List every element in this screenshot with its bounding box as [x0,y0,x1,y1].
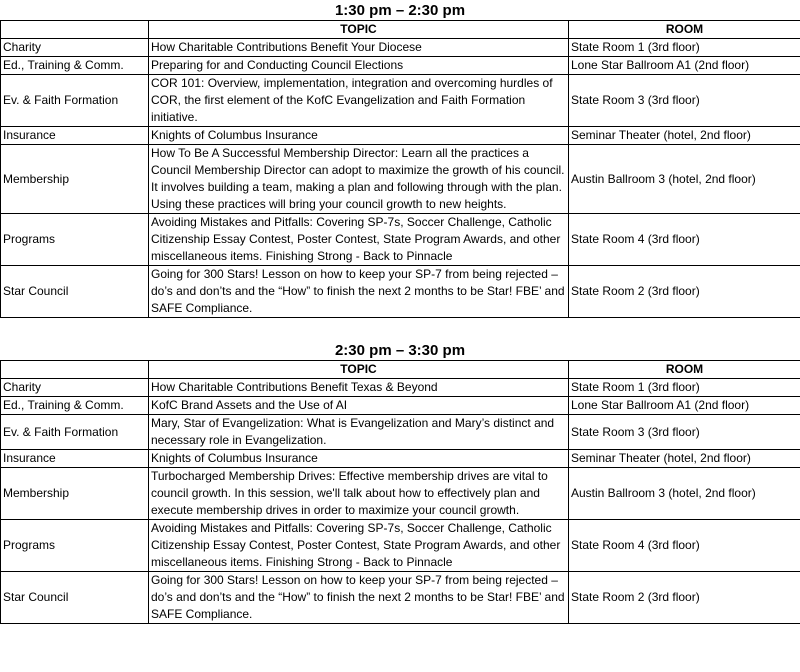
table-header-row [1,361,800,379]
table-row [1,57,800,75]
table-row [1,397,800,415]
track-cell: Membership [1,145,149,214]
room-cell: Lone Star Ballroom A1 (2nd floor) [569,57,800,75]
room-column-header: ROOM [569,361,800,379]
topic-cell: Avoiding Mistakes and Pitfalls: Covering SP-7s, Soccer Challenge, Catholic Citizenship Essay Contest, Poster Contest, State Program Awards, and other miscellaneous items. Finishing Strong - Back to Pinnacle [149,520,569,572]
track-cell: Programs [1,520,149,572]
table-row [1,39,800,57]
track-cell: Membership [1,468,149,520]
room-cell: Seminar Theater (hotel, 2nd floor) [569,450,800,468]
topic-cell: How To Be A Successful Membership Director: Learn all the practices a Council Membership Director can adopt to maximize the growth of his council. It involves building a team, making a plan and following through with the plan. Using these practices will bring your council growth to new heights. [149,145,569,214]
track-cell: Star Council [1,572,149,624]
track-cell: Insurance [1,127,149,145]
room-cell: Seminar Theater (hotel, 2nd floor) [569,127,800,145]
room-cell: State Room 1 (3rd floor) [569,379,800,397]
table-row [1,450,800,468]
table-header-row [1,21,800,39]
room-cell: State Room 4 (3rd floor) [569,214,800,266]
table-row [1,127,800,145]
session-block-1 [0,0,800,318]
track-cell: Ed., Training & Comm. [1,57,149,75]
topic-cell: Avoiding Mistakes and Pitfalls: Covering SP-7s, Soccer Challenge, Catholic Citizenship Essay Contest, Poster Contest, State Program Awards, and other miscellaneous items. Finishing Strong - Back to Pinnacle [149,214,569,266]
topic-cell: Turbocharged Membership Drives: Effective membership drives are vital to council growth. In this session, we'll talk about how to effectively plan and execute membership drives in order to maximize your council growth. [149,468,569,520]
track-cell: Programs [1,214,149,266]
table-row [1,145,800,214]
room-cell: Austin Ballroom 3 (hotel, 2nd floor) [569,468,800,520]
room-cell: State Room 1 (3rd floor) [569,39,800,57]
track-cell: Ev. & Faith Formation [1,415,149,450]
session-block-2 [0,340,800,624]
track-cell: Ed., Training & Comm. [1,397,149,415]
topic-cell: How Charitable Contributions Benefit Texas & Beyond [149,379,569,397]
room-cell: Austin Ballroom 3 (hotel, 2nd floor) [569,145,800,214]
topic-cell: Mary, Star of Evangelization: What is Evangelization and Mary’s distinct and necessary role in Evangelization. [149,415,569,450]
table-row [1,520,800,572]
table-row [1,379,800,397]
topic-cell: How Charitable Contributions Benefit Your Diocese [149,39,569,57]
room-cell: State Room 3 (3rd floor) [569,75,800,127]
track-column-header [1,21,149,39]
table-row [1,75,800,127]
topic-column-header: TOPIC [149,21,569,39]
topic-column-header: TOPIC [149,361,569,379]
room-cell: State Room 2 (3rd floor) [569,572,800,624]
track-cell: Star Council [1,266,149,318]
track-cell: Charity [1,379,149,397]
room-column-header: ROOM [569,21,800,39]
topic-cell: Going for 300 Stars! Lesson on how to keep your SP-7 from being rejected – do’s and don’ts and the “How” to finish the next 2 months to be Star! FBE’ and SAFE Compliance. [149,266,569,318]
section-spacer [0,318,800,340]
topic-cell: KofC Brand Assets and the Use of AI [149,397,569,415]
topic-cell: COR 101: Overview, implementation, integration and overcoming hurdles of COR, the first element of the KofC Evangelization and Faith Formation initiative. [149,75,569,127]
topic-cell: Preparing for and Conducting Council Elections [149,57,569,75]
table-row [1,266,800,318]
track-column-header [1,361,149,379]
table-row [1,415,800,450]
table-row [1,468,800,520]
session-time-heading: 2:30 pm – 3:30 pm [334,342,466,359]
room-cell: State Room 4 (3rd floor) [569,520,800,572]
table-row [1,572,800,624]
schedule-table [0,20,800,318]
room-cell: Lone Star Ballroom A1 (2nd floor) [569,397,800,415]
track-cell: Charity [1,39,149,57]
track-cell: Ev. & Faith Formation [1,75,149,127]
room-cell: State Room 2 (3rd floor) [569,266,800,318]
table-row [1,214,800,266]
track-cell: Insurance [1,450,149,468]
schedule-table [0,360,800,624]
topic-cell: Knights of Columbus Insurance [149,127,569,145]
topic-cell: Going for 300 Stars! Lesson on how to keep your SP-7 from being rejected – do’s and don’ts and the “How” to finish the next 2 months to be Star! FBE’ and SAFE Compliance. [149,572,569,624]
session-time-heading: 1:30 pm – 2:30 pm [334,2,466,19]
room-cell: State Room 3 (3rd floor) [569,415,800,450]
topic-cell: Knights of Columbus Insurance [149,450,569,468]
